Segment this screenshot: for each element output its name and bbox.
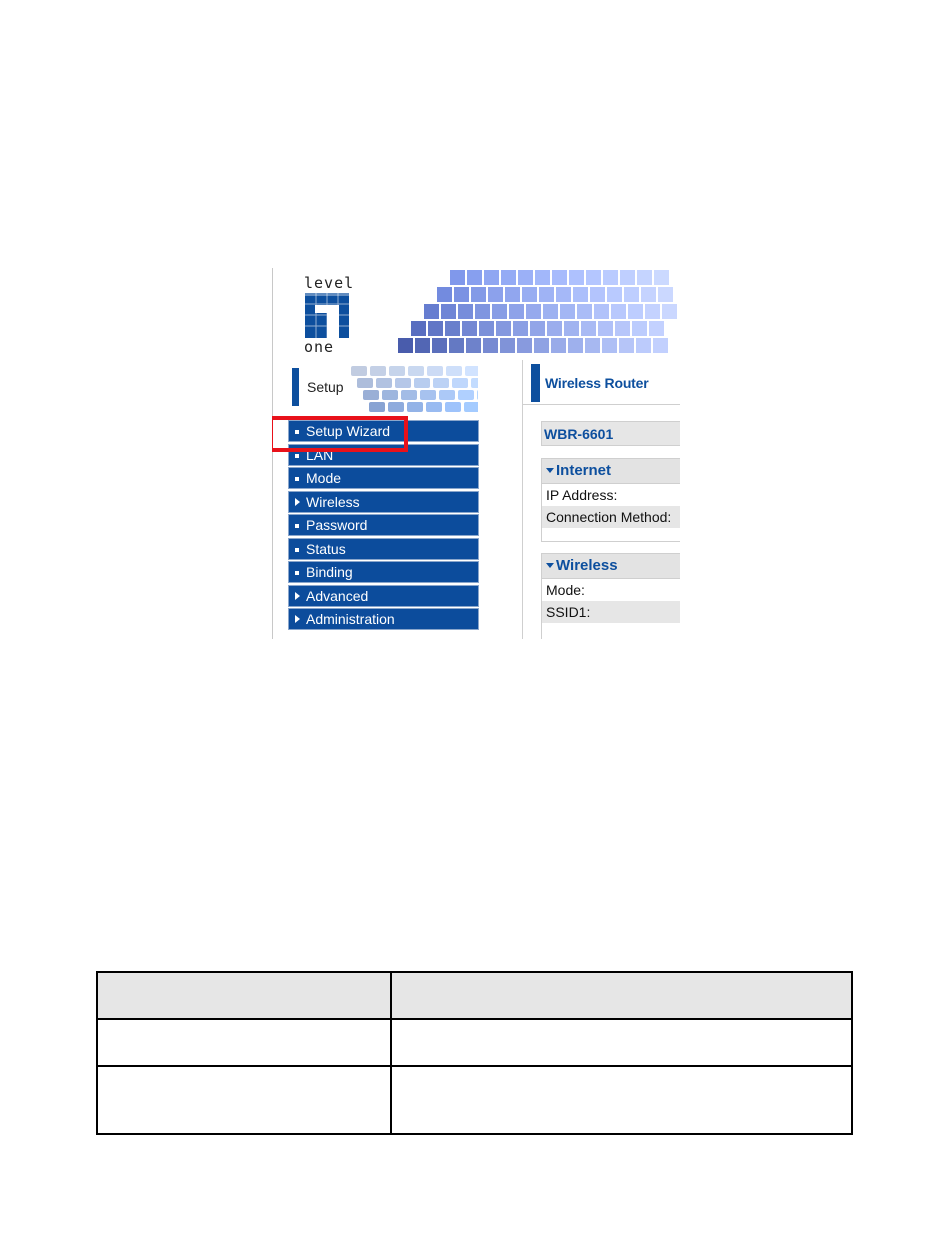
banner-tile xyxy=(535,270,550,285)
banner-tile xyxy=(564,321,579,336)
keyboard-key xyxy=(363,390,379,400)
logo-mark-icon xyxy=(305,293,349,338)
mode-label: Mode: xyxy=(546,582,585,598)
banner-tile xyxy=(577,304,592,319)
menu-item-wireless[interactable] xyxy=(288,491,479,513)
banner-tile xyxy=(649,321,664,336)
banner-tile xyxy=(445,321,460,336)
banner-tile xyxy=(467,270,482,285)
menu-item-binding[interactable] xyxy=(288,561,479,583)
banner-tile xyxy=(462,321,477,336)
menu-item-label: Wireless xyxy=(306,493,360,510)
banner-tile xyxy=(454,287,469,302)
banner-tile xyxy=(522,287,537,302)
banner-tile xyxy=(543,304,558,319)
banner-tile xyxy=(517,338,532,353)
keyboard-key xyxy=(471,378,478,388)
bullet-icon xyxy=(295,454,299,458)
banner-tile xyxy=(632,321,647,336)
banner-tile xyxy=(509,304,524,319)
menu-item-password[interactable] xyxy=(288,514,479,536)
table-cell xyxy=(97,1019,391,1066)
wireless-section xyxy=(541,553,680,639)
banner-tile xyxy=(505,287,520,302)
banner-tile xyxy=(560,304,575,319)
banner-tile xyxy=(496,321,511,336)
banner-tile xyxy=(602,338,617,353)
menu-item-label: Password xyxy=(306,517,368,533)
banner-tile xyxy=(466,338,481,353)
banner-tile xyxy=(611,304,626,319)
keyboard-key xyxy=(357,378,373,388)
banner-tile xyxy=(654,270,669,285)
banner-tile xyxy=(458,304,473,319)
menu-item-label: Setup Wizard xyxy=(306,423,391,439)
ip-address-label: IP Address: xyxy=(546,487,618,503)
status-panel xyxy=(522,360,680,639)
menu-item-label: Advanced xyxy=(306,587,369,604)
panel-divider xyxy=(523,404,680,405)
keyboard-key xyxy=(426,402,442,412)
table-row xyxy=(97,1019,852,1066)
menu-item-label: Mode xyxy=(306,470,342,486)
banner-tile xyxy=(585,338,600,353)
menu-item-status[interactable] xyxy=(288,538,479,560)
menu-item-administration[interactable] xyxy=(288,608,479,630)
info-table xyxy=(96,971,853,1135)
banner-tile xyxy=(449,338,464,353)
banner-tile xyxy=(530,321,545,336)
banner-tile xyxy=(603,270,618,285)
bullet-icon xyxy=(295,524,299,528)
menu-item-mode[interactable] xyxy=(288,467,479,489)
triangle-down-icon xyxy=(546,563,554,568)
banner-tile xyxy=(526,304,541,319)
keyboard-key xyxy=(382,390,398,400)
banner-tile xyxy=(552,270,567,285)
banner-tile xyxy=(441,304,456,319)
banner-tile xyxy=(488,287,503,302)
banner-tile xyxy=(534,338,549,353)
bullet-icon xyxy=(295,571,299,575)
banner-tile xyxy=(619,338,634,353)
menu-item-label: Binding xyxy=(306,564,353,580)
banner-tile xyxy=(568,338,583,353)
banner-tile xyxy=(437,287,452,302)
table-header-cell xyxy=(97,972,391,1019)
keyboard-key xyxy=(408,366,424,376)
banner-tile xyxy=(471,287,486,302)
levelone-logo xyxy=(304,274,355,360)
banner-tile xyxy=(628,304,643,319)
menu-item-label: Status xyxy=(306,540,346,557)
banner-tile xyxy=(586,270,601,285)
banner-tile xyxy=(645,304,660,319)
banner-tile xyxy=(483,338,498,353)
table-cell xyxy=(391,1019,852,1066)
bullet-icon xyxy=(295,548,299,552)
model-name: WBR-6601 xyxy=(544,426,614,442)
banner-tile xyxy=(662,304,677,319)
banner-tile xyxy=(501,270,516,285)
connection-method-label: Connection Method: xyxy=(542,506,680,528)
banner-tile xyxy=(590,287,605,302)
keyboard-key xyxy=(369,402,385,412)
setup-title: Setup xyxy=(307,379,344,395)
banner-tile xyxy=(424,304,439,319)
keyboard-key xyxy=(465,366,478,376)
arrow-right-icon xyxy=(295,592,300,600)
banner-tile xyxy=(518,270,533,285)
banner-tile xyxy=(594,304,609,319)
banner-tile xyxy=(653,338,668,353)
banner-tile xyxy=(450,270,465,285)
banner-tile xyxy=(479,321,494,336)
section-title: Internet xyxy=(556,462,612,479)
arrow-right-icon xyxy=(295,615,300,623)
keyboard-key xyxy=(427,366,443,376)
table-cell xyxy=(391,1066,852,1134)
ssid1-label: SSID1: xyxy=(542,601,680,623)
logo-text-bottom: one xyxy=(304,338,335,356)
banner-tile xyxy=(620,270,635,285)
panel-title: Wireless Router xyxy=(545,375,649,391)
banner-tile xyxy=(539,287,554,302)
keyboard-key xyxy=(401,390,417,400)
keyboard-key xyxy=(389,366,405,376)
keyboard-key xyxy=(477,390,478,400)
banner-tile xyxy=(547,321,562,336)
router-screenshot xyxy=(272,268,680,639)
banner-tile xyxy=(573,287,588,302)
table-header-cell xyxy=(391,972,852,1019)
setup-wizard-highlight xyxy=(272,416,408,452)
menu-item-label: Administration xyxy=(306,611,395,627)
triangle-down-icon xyxy=(546,468,554,473)
menu-item-label: LAN xyxy=(306,446,334,463)
logo-text-top: level xyxy=(304,274,355,292)
keyboard-key xyxy=(376,378,392,388)
table-row xyxy=(97,1066,852,1134)
keyboard-key xyxy=(414,378,430,388)
banner-tile xyxy=(615,321,630,336)
banner-tile xyxy=(598,321,613,336)
banner-tile xyxy=(484,270,499,285)
internet-section-header[interactable] xyxy=(542,459,680,484)
keyboard-key xyxy=(388,402,404,412)
keyboard-key xyxy=(439,390,455,400)
screenshot-left-border xyxy=(272,268,273,639)
keyboard-key xyxy=(452,378,468,388)
section-title: Wireless xyxy=(556,557,618,574)
banner-tile xyxy=(428,321,443,336)
banner-mosaic xyxy=(382,268,680,356)
banner-tile xyxy=(581,321,596,336)
wireless-router-bar xyxy=(531,364,540,402)
banner-tile xyxy=(658,287,673,302)
banner-tile xyxy=(492,304,507,319)
keyboard-key xyxy=(407,402,423,412)
banner-tile xyxy=(551,338,566,353)
banner-tile xyxy=(415,338,430,353)
arrow-right-icon xyxy=(295,498,300,506)
banner-tile xyxy=(500,338,515,353)
banner-tile xyxy=(513,321,528,336)
banner-tile xyxy=(398,338,413,353)
keyboard-key xyxy=(420,390,436,400)
keyboard-key xyxy=(370,366,386,376)
banner-tile xyxy=(624,287,639,302)
banner-tile xyxy=(637,270,652,285)
banner-tile xyxy=(475,304,490,319)
setup-header xyxy=(288,360,478,414)
keyboard-key xyxy=(351,366,367,376)
keyboard-key xyxy=(464,402,478,412)
model-box xyxy=(541,421,680,446)
wireless-section-header[interactable] xyxy=(542,554,680,579)
banner-tile xyxy=(556,287,571,302)
banner-tile xyxy=(432,338,447,353)
keyboard-image xyxy=(343,360,478,414)
internet-section xyxy=(541,458,680,542)
setup-header-bar xyxy=(292,368,299,406)
keyboard-key xyxy=(395,378,411,388)
table-cell xyxy=(97,1066,391,1134)
banner-tile xyxy=(636,338,651,353)
banner-tile xyxy=(607,287,622,302)
banner-tile xyxy=(641,287,656,302)
keyboard-key xyxy=(433,378,449,388)
table-header-row xyxy=(97,972,852,1019)
banner-tile xyxy=(411,321,426,336)
keyboard-key xyxy=(446,366,462,376)
keyboard-key xyxy=(445,402,461,412)
keyboard-key xyxy=(458,390,474,400)
banner-tile xyxy=(569,270,584,285)
menu-item-advanced[interactable] xyxy=(288,585,479,607)
bullet-icon xyxy=(295,477,299,481)
